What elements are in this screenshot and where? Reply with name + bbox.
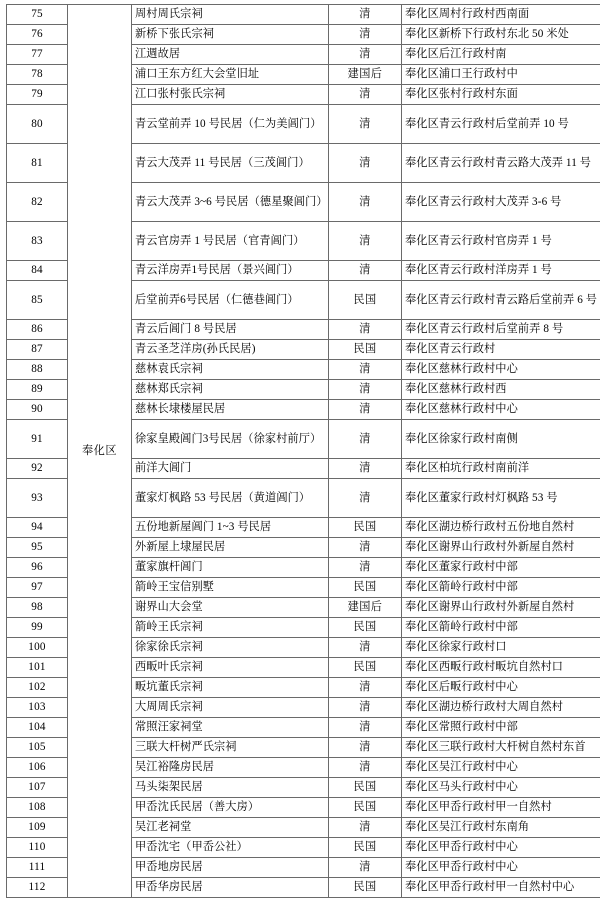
cell-heritage-name: 五份地新屋阊门 1~3 号民居 xyxy=(132,518,329,538)
cell-era: 民国 xyxy=(329,578,402,598)
cell-address: 奉化区甲岙行政村中心 xyxy=(402,838,600,858)
cell-address: 奉化区西畈行政村畈坑自然村口 xyxy=(402,658,600,678)
cell-address: 奉化区谢界山行政村外新屋自然村 xyxy=(402,598,600,618)
cell-serial-number: 102 xyxy=(7,678,68,698)
cell-address: 奉化区后江行政村南 xyxy=(402,45,600,65)
cell-serial-number: 89 xyxy=(7,380,68,400)
cell-serial-number: 94 xyxy=(7,518,68,538)
cell-serial-number: 91 xyxy=(7,420,68,459)
cell-era: 清 xyxy=(329,400,402,420)
cell-serial-number: 98 xyxy=(7,598,68,618)
cell-serial-number: 79 xyxy=(7,85,68,105)
cell-heritage-name: 吴江裕隆房民居 xyxy=(132,758,329,778)
cell-address: 奉化区甲岙行政村中心 xyxy=(402,858,600,878)
cell-heritage-name: 青云圣芝洋房(孙氏民居) xyxy=(132,340,329,360)
cell-era: 民国 xyxy=(329,340,402,360)
cell-heritage-name: 江口张村张氏宗祠 xyxy=(132,85,329,105)
cell-address: 奉化区新桥下行政村东北 50 米处 xyxy=(402,25,600,45)
cell-address: 奉化区三联行政村大杆树自然村东首 xyxy=(402,738,600,758)
cell-era: 民国 xyxy=(329,618,402,638)
cell-heritage-name: 青云官房弄 1 号民居（官青阊门） xyxy=(132,222,329,261)
cell-serial-number: 106 xyxy=(7,758,68,778)
cell-serial-number: 101 xyxy=(7,658,68,678)
heritage-table xyxy=(6,4,600,898)
cell-serial-number: 86 xyxy=(7,320,68,340)
cell-serial-number: 92 xyxy=(7,459,68,479)
cell-serial-number: 93 xyxy=(7,479,68,518)
cell-serial-number: 96 xyxy=(7,558,68,578)
cell-address: 奉化区慈林行政村中心 xyxy=(402,360,600,380)
cell-address: 奉化区吴江行政村中心 xyxy=(402,758,600,778)
cell-serial-number: 90 xyxy=(7,400,68,420)
cell-heritage-name: 董家灯枫路 53 号民居（黄道阊门） xyxy=(132,479,329,518)
cell-heritage-name: 畈坑董氏宗祠 xyxy=(132,678,329,698)
cell-era: 清 xyxy=(329,459,402,479)
cell-heritage-name: 吴江老祠堂 xyxy=(132,818,329,838)
cell-address: 奉化区青云行政村洋房弄 1 号 xyxy=(402,261,600,281)
cell-era: 清 xyxy=(329,25,402,45)
cell-era: 民国 xyxy=(329,658,402,678)
cell-heritage-name: 徐家徐氏宗祠 xyxy=(132,638,329,658)
cell-era: 清 xyxy=(329,320,402,340)
cell-heritage-name: 徐家皇殿阊门3号民居（徐家村前厅） xyxy=(132,420,329,459)
cell-serial-number: 77 xyxy=(7,45,68,65)
cell-address: 奉化区甲岙行政村甲一自然村中心 xyxy=(402,878,600,898)
cell-era: 建国后 xyxy=(329,598,402,618)
cell-address: 奉化区董家行政村灯枫路 53 号 xyxy=(402,479,600,518)
cell-heritage-name: 西畈叶氏宗祠 xyxy=(132,658,329,678)
cell-era: 清 xyxy=(329,718,402,738)
cell-heritage-name: 江週故居 xyxy=(132,45,329,65)
cell-serial-number: 78 xyxy=(7,65,68,85)
cell-heritage-name: 大周周氏宗祠 xyxy=(132,698,329,718)
cell-serial-number: 82 xyxy=(7,183,68,222)
cell-serial-number: 87 xyxy=(7,340,68,360)
cell-heritage-name: 甲岙沈宅（甲岙公社） xyxy=(132,838,329,858)
cell-heritage-name: 青云后阊门 8 号民居 xyxy=(132,320,329,340)
cell-heritage-name: 浦口王东方红大会堂旧址 xyxy=(132,65,329,85)
cell-address: 奉化区青云行政村青云路后堂前弄 6 号 xyxy=(402,281,600,320)
cell-era: 民国 xyxy=(329,878,402,898)
cell-address: 奉化区常照行政村中部 xyxy=(402,718,600,738)
cell-serial-number: 85 xyxy=(7,281,68,320)
cell-era: 清 xyxy=(329,558,402,578)
cell-serial-number: 99 xyxy=(7,618,68,638)
cell-era: 清 xyxy=(329,638,402,658)
cell-serial-number: 104 xyxy=(7,718,68,738)
cell-address: 奉化区马头行政村中心 xyxy=(402,778,600,798)
cell-era: 清 xyxy=(329,538,402,558)
cell-heritage-name: 常照汪家祠堂 xyxy=(132,718,329,738)
cell-era: 清 xyxy=(329,678,402,698)
cell-address: 奉化区徐家行政村口 xyxy=(402,638,600,658)
cell-era: 清 xyxy=(329,858,402,878)
cell-address: 奉化区青云行政村后堂前弄 8 号 xyxy=(402,320,600,340)
cell-address: 奉化区柏坑行政村南前洋 xyxy=(402,459,600,479)
cell-heritage-name: 周村周氏宗祠 xyxy=(132,5,329,25)
cell-heritage-name: 慈林袁氏宗祠 xyxy=(132,360,329,380)
cell-address: 奉化区湖边桥行政村大周自然村 xyxy=(402,698,600,718)
cell-serial-number: 97 xyxy=(7,578,68,598)
cell-address: 奉化区后畈行政村中心 xyxy=(402,678,600,698)
cell-serial-number: 103 xyxy=(7,698,68,718)
cell-address: 奉化区吴江行政村东南角 xyxy=(402,818,600,838)
cell-heritage-name: 青云大茂弄 11 号民居（三茂阊门） xyxy=(132,144,329,183)
cell-district: 奉化区 xyxy=(68,5,132,898)
cell-heritage-name: 董家旗杆阊门 xyxy=(132,558,329,578)
cell-heritage-name: 外新屋上埭屋民居 xyxy=(132,538,329,558)
cell-era: 清 xyxy=(329,420,402,459)
cell-address: 奉化区周村行政村西南面 xyxy=(402,5,600,25)
cell-heritage-name: 前洋大阊门 xyxy=(132,459,329,479)
cell-address: 奉化区青云行政村后堂前弄 10 号 xyxy=(402,105,600,144)
cell-serial-number: 95 xyxy=(7,538,68,558)
cell-heritage-name: 箭岭王氏宗祠 xyxy=(132,618,329,638)
cell-era: 民国 xyxy=(329,798,402,818)
cell-address: 奉化区箭岭行政村中部 xyxy=(402,578,600,598)
cell-era: 民国 xyxy=(329,778,402,798)
cell-address: 奉化区董家行政村中部 xyxy=(402,558,600,578)
cell-serial-number: 100 xyxy=(7,638,68,658)
cell-address: 奉化区慈林行政村西 xyxy=(402,380,600,400)
cell-address: 奉化区箭岭行政村中部 xyxy=(402,618,600,638)
cell-era: 清 xyxy=(329,818,402,838)
cell-serial-number: 107 xyxy=(7,778,68,798)
cell-era: 清 xyxy=(329,144,402,183)
cell-address: 奉化区谢界山行政村外新屋自然村 xyxy=(402,538,600,558)
cell-era: 民国 xyxy=(329,281,402,320)
cell-address: 奉化区湖边桥行政村五份地自然村 xyxy=(402,518,600,538)
cell-address: 奉化区甲岙行政村甲一自然村 xyxy=(402,798,600,818)
cell-heritage-name: 慈林长埭楼屋民居 xyxy=(132,400,329,420)
cell-heritage-name: 三联大杆树严氏宗祠 xyxy=(132,738,329,758)
cell-era: 清 xyxy=(329,105,402,144)
cell-era: 清 xyxy=(329,183,402,222)
cell-era: 清 xyxy=(329,85,402,105)
cell-heritage-name: 青云堂前弄 10 号民居（仁为美阊门） xyxy=(132,105,329,144)
cell-serial-number: 88 xyxy=(7,360,68,380)
cell-serial-number: 75 xyxy=(7,5,68,25)
cell-serial-number: 84 xyxy=(7,261,68,281)
cell-heritage-name: 新桥下张氏宗祠 xyxy=(132,25,329,45)
cell-serial-number: 111 xyxy=(7,858,68,878)
cell-era: 民国 xyxy=(329,838,402,858)
cell-address: 奉化区浦口王行政村中 xyxy=(402,65,600,85)
cell-address: 奉化区慈林行政村中心 xyxy=(402,400,600,420)
cell-heritage-name: 慈林郑氏宗祠 xyxy=(132,380,329,400)
cell-heritage-name: 甲岙华房民居 xyxy=(132,878,329,898)
cell-heritage-name: 甲岙沈氏民居（善大房） xyxy=(132,798,329,818)
table-row xyxy=(7,5,600,25)
cell-serial-number: 112 xyxy=(7,878,68,898)
cell-heritage-name: 青云洋房弄1号民居（景兴阊门） xyxy=(132,261,329,281)
cell-heritage-name: 后堂前弄6号民居（仁德巷阊门） xyxy=(132,281,329,320)
cell-era: 清 xyxy=(329,479,402,518)
heritage-table-body xyxy=(7,5,600,898)
cell-heritage-name: 谢界山大会堂 xyxy=(132,598,329,618)
cell-serial-number: 81 xyxy=(7,144,68,183)
cell-era: 民国 xyxy=(329,518,402,538)
cell-era: 清 xyxy=(329,738,402,758)
cell-heritage-name: 青云大茂弄 3~6 号民居（德星聚阊门） xyxy=(132,183,329,222)
cell-address: 奉化区青云行政村大茂弄 3-6 号 xyxy=(402,183,600,222)
cell-era: 清 xyxy=(329,5,402,25)
cell-era: 清 xyxy=(329,380,402,400)
cell-heritage-name: 马头柒架民居 xyxy=(132,778,329,798)
cell-era: 清 xyxy=(329,698,402,718)
cell-era: 清 xyxy=(329,360,402,380)
cell-heritage-name: 箭岭王宝信别墅 xyxy=(132,578,329,598)
cell-serial-number: 110 xyxy=(7,838,68,858)
cell-address: 奉化区徐家行政村南侧 xyxy=(402,420,600,459)
cell-serial-number: 109 xyxy=(7,818,68,838)
cell-serial-number: 83 xyxy=(7,222,68,261)
cell-address: 奉化区青云行政村官房弄 1 号 xyxy=(402,222,600,261)
cell-serial-number: 76 xyxy=(7,25,68,45)
cell-era: 建国后 xyxy=(329,65,402,85)
cell-address: 奉化区张村行政村东面 xyxy=(402,85,600,105)
cell-heritage-name: 甲岙地房民居 xyxy=(132,858,329,878)
cell-era: 清 xyxy=(329,758,402,778)
cell-address: 奉化区青云行政村青云路大茂弄 11 号 xyxy=(402,144,600,183)
cell-serial-number: 80 xyxy=(7,105,68,144)
cell-era: 清 xyxy=(329,222,402,261)
cell-serial-number: 105 xyxy=(7,738,68,758)
cell-serial-number: 108 xyxy=(7,798,68,818)
cell-address: 奉化区青云行政村 xyxy=(402,340,600,360)
cell-era: 清 xyxy=(329,261,402,281)
cell-era: 清 xyxy=(329,45,402,65)
